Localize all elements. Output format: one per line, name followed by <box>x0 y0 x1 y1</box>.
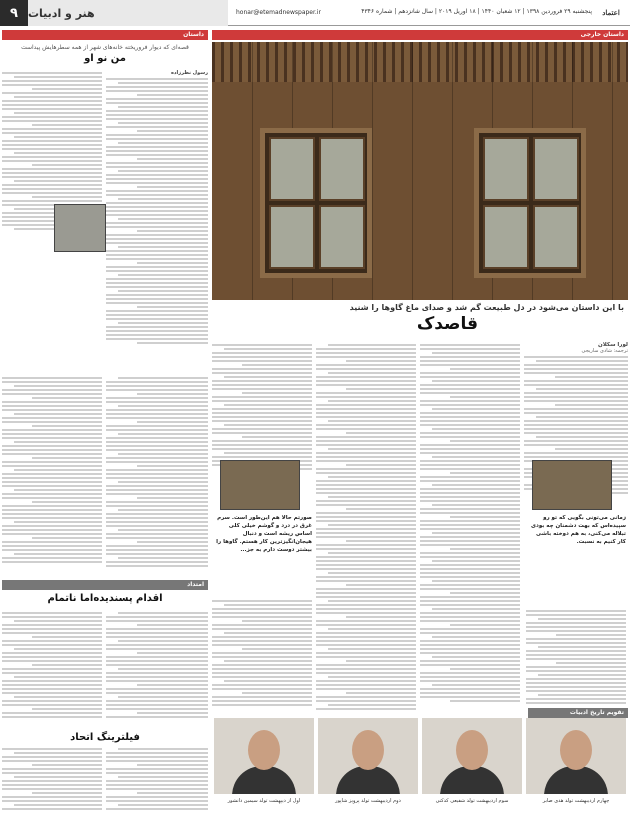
portrait-caption-1: اول از دیپهشت تولد سیمین دانشور <box>227 798 301 804</box>
lead-title: قاصدک <box>416 314 478 334</box>
article-col-4-continued <box>526 608 626 708</box>
filtering-text-right <box>106 746 208 810</box>
story-illustration <box>54 204 106 252</box>
article-col-2 <box>316 342 416 712</box>
lead-headline-box <box>212 300 628 340</box>
portrait-caption-2: دوم اردیبهشت تولد پرویز شاپور <box>335 798 401 804</box>
pullquote-right: زمانی می‌تونی بگویی که تو رو سپیده‌اس که بهت دشمنان چه بودی تبلاله می‌کنی، به هم دوخته باشی کار کنیم به نسبت. <box>530 515 626 545</box>
continued-text-left <box>2 375 102 563</box>
pullquote-left: صورتم حالا هم این‌طور است. سرم غرق در درد و گوشم خیلی کلی اساس ریشه است و دنبال هیجان‌انگیز‌ترین کار هستم. گاو‌ها را بیشتر دوست دارم به جز... <box>216 515 312 553</box>
lead-photo <box>212 42 628 300</box>
article-photo-cabin-left <box>220 460 300 510</box>
portrait-3 <box>422 718 522 794</box>
portrait-caption-3: سوم اردیبهشت تولد شفیعی کدکنی <box>435 798 509 804</box>
literary-calendar-label: تقویم تاریخ ادبیات <box>528 708 628 718</box>
lead-kicker: با این داستان می‌شود در دل طبیعت گم شد و صدای ماغ گاوها را شنید <box>349 303 624 312</box>
photo-window-right <box>474 128 586 278</box>
photo-window-left <box>260 128 372 278</box>
newspaper-logo: اعتماد <box>602 8 620 17</box>
article-photo-cabin-right <box>532 460 612 510</box>
story-headline: من نو او <box>84 53 126 64</box>
portrait-4 <box>526 718 626 794</box>
opinion-text-right <box>106 610 208 718</box>
opinion-text-left <box>2 610 102 718</box>
dateline: پنجشنبه ۲۹ فروردین ۱۳۹۸ | ۱۲ شعبان ۱۴۴۰ | ۱۸ آوریل ۲۰۱۹ | سال شانزدهم | شماره ۴۳۴۶ <box>361 8 592 15</box>
left-column <box>2 30 208 814</box>
contact-email[interactable]: honar@etemadnewspaper.ir <box>236 9 321 16</box>
portrait-caption-4: چهارم اردیبهشت تولد هدی صابر <box>542 798 610 804</box>
filtering-text-left <box>2 746 102 810</box>
masthead-bar <box>0 0 630 26</box>
story-kicker: قصه‌ای که دیوار فروریخته خانه‌های شهر از همه سطرهایش پیداست <box>21 44 189 51</box>
continued-text-right <box>106 375 208 567</box>
article-translator: ترجمه: شادی ساریجی <box>581 348 628 354</box>
article-byline: لورا سکلان <box>598 342 628 348</box>
opinion-headline: اقدام پسندیده‌ا‌ما ناتمام <box>47 593 163 604</box>
page-number: ۹ <box>0 0 28 26</box>
section-label-story: داستان <box>2 30 208 40</box>
story-text-col-right <box>106 78 208 344</box>
article-col-1-continued <box>212 598 312 708</box>
section-label-foreign-story: داستان خارجی <box>212 30 628 40</box>
right-column <box>212 30 628 814</box>
article-col-1 <box>212 342 312 470</box>
article-col-3 <box>420 342 520 712</box>
story-author: رسول نظرزاده <box>171 70 208 76</box>
portrait-2 <box>318 718 418 794</box>
section-title: هنر و ادبیات <box>28 0 228 26</box>
literary-calendar <box>212 709 628 814</box>
portrait-1 <box>214 718 314 794</box>
filtering-headline: فیلترینگ اتحاد <box>70 732 140 743</box>
section-label-continued: امتداد <box>2 580 208 590</box>
